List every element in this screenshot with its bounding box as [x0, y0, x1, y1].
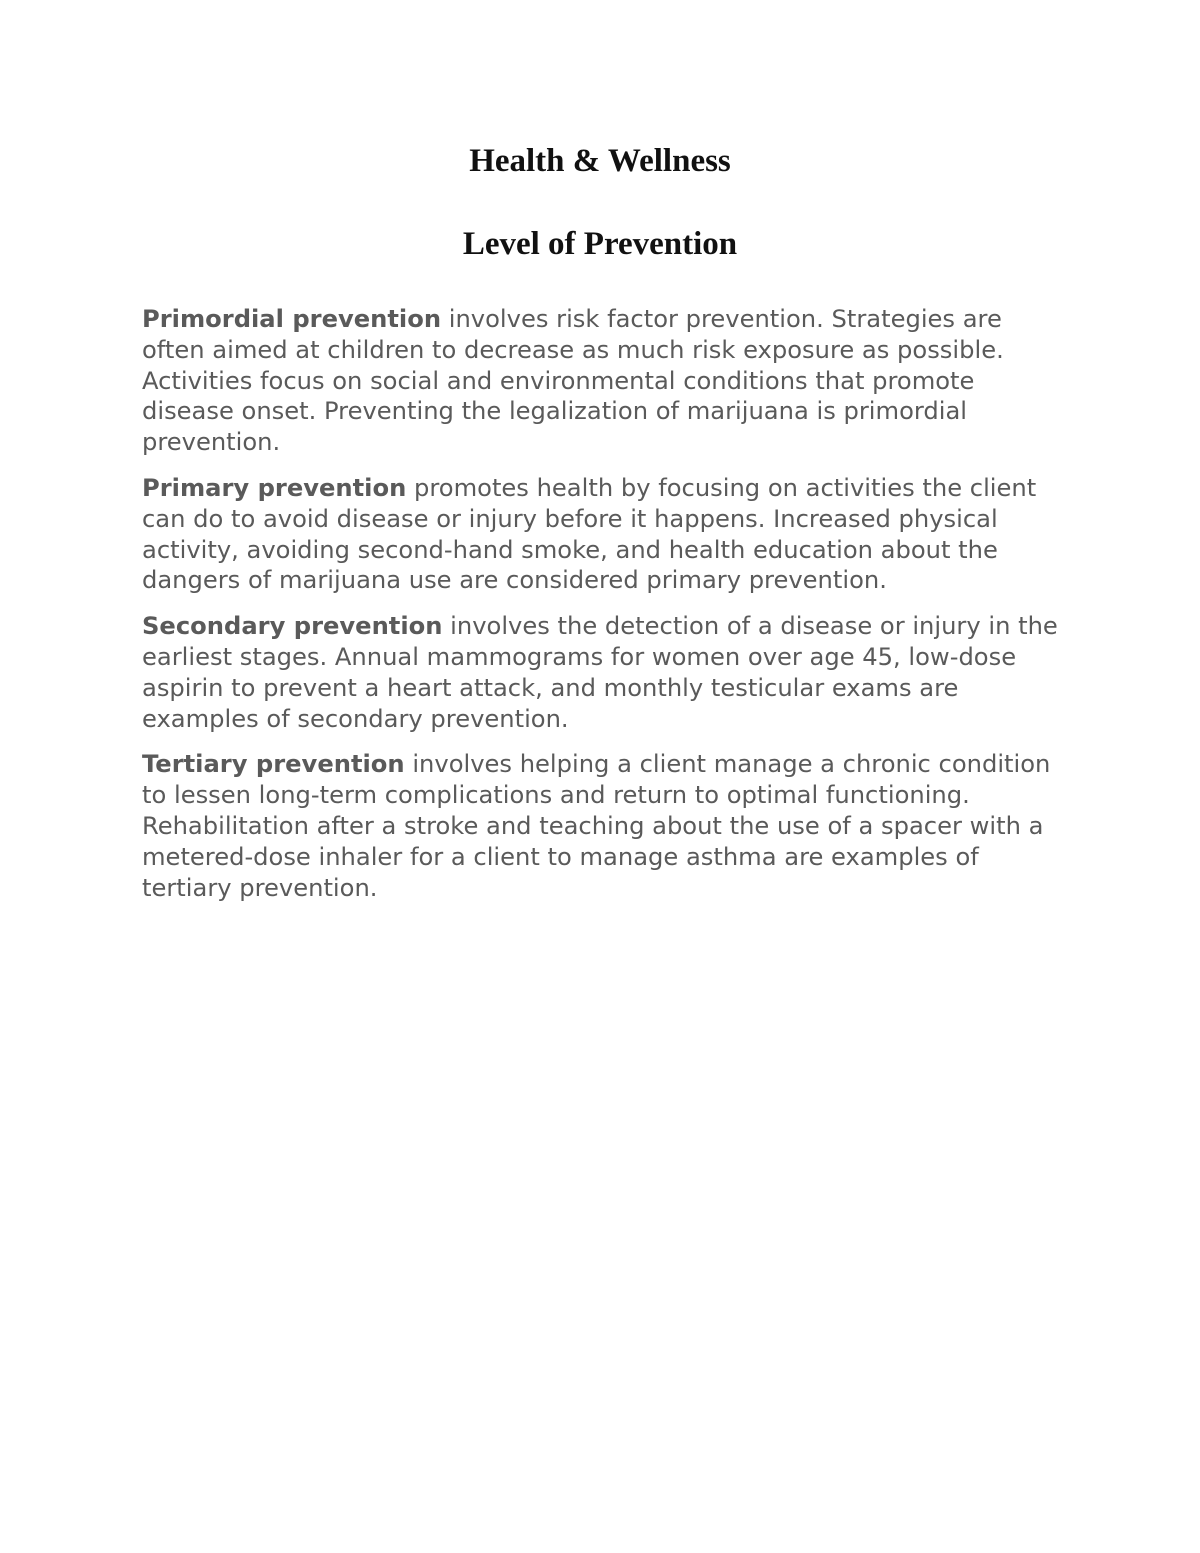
paragraph-text: involves the detection of a disease or injury in the earliest stages. Annual mammograms for women over age 45, low-dose aspirin to prevent a heart attack, and monthly testicular exams are examples of secondary prevention.: [142, 612, 1058, 733]
paragraph-text: involves helping a client manage a chronic condition to lessen long-term complications and return to optimal functioning. Rehabilitation after a stroke and teaching about the use of a spacer with a metered-dose inhaler for a client to manage asthma are examples of tertiary prevention.: [142, 750, 1051, 902]
term-primary-prevention: Primary prevention: [142, 473, 407, 502]
paragraph-primordial-prevention: [142, 304, 1067, 458]
document-title: Health & Wellness: [469, 143, 731, 179]
paragraph-primary-prevention: [142, 473, 1067, 596]
paragraph-text: involves risk factor prevention. Strategies are often aimed at children to decrease as much risk exposure as possible. Activities focus on social and environmental conditions that promote disease onset. Preventing the legalization of marijuana is primordial prevention.: [142, 305, 1004, 457]
document-subtitle: Level of Prevention: [462, 226, 738, 262]
term-primordial-prevention: Primordial prevention: [142, 305, 442, 333]
paragraph-secondary-prevention: [142, 611, 1067, 734]
document-body: [142, 304, 1067, 918]
paragraph-tertiary-prevention: [142, 749, 1067, 903]
term-tertiary-prevention: Tertiary prevention: [142, 750, 405, 779]
paragraph-text: promotes health by focusing on activities the client can do to avoid disease or injury before it happens. Increased physical activity, avoiding second-hand smoke, and health education about the dangers of marijuana use are considered primary prevention.: [142, 473, 1037, 595]
term-secondary-prevention: Secondary prevention: [142, 612, 443, 641]
